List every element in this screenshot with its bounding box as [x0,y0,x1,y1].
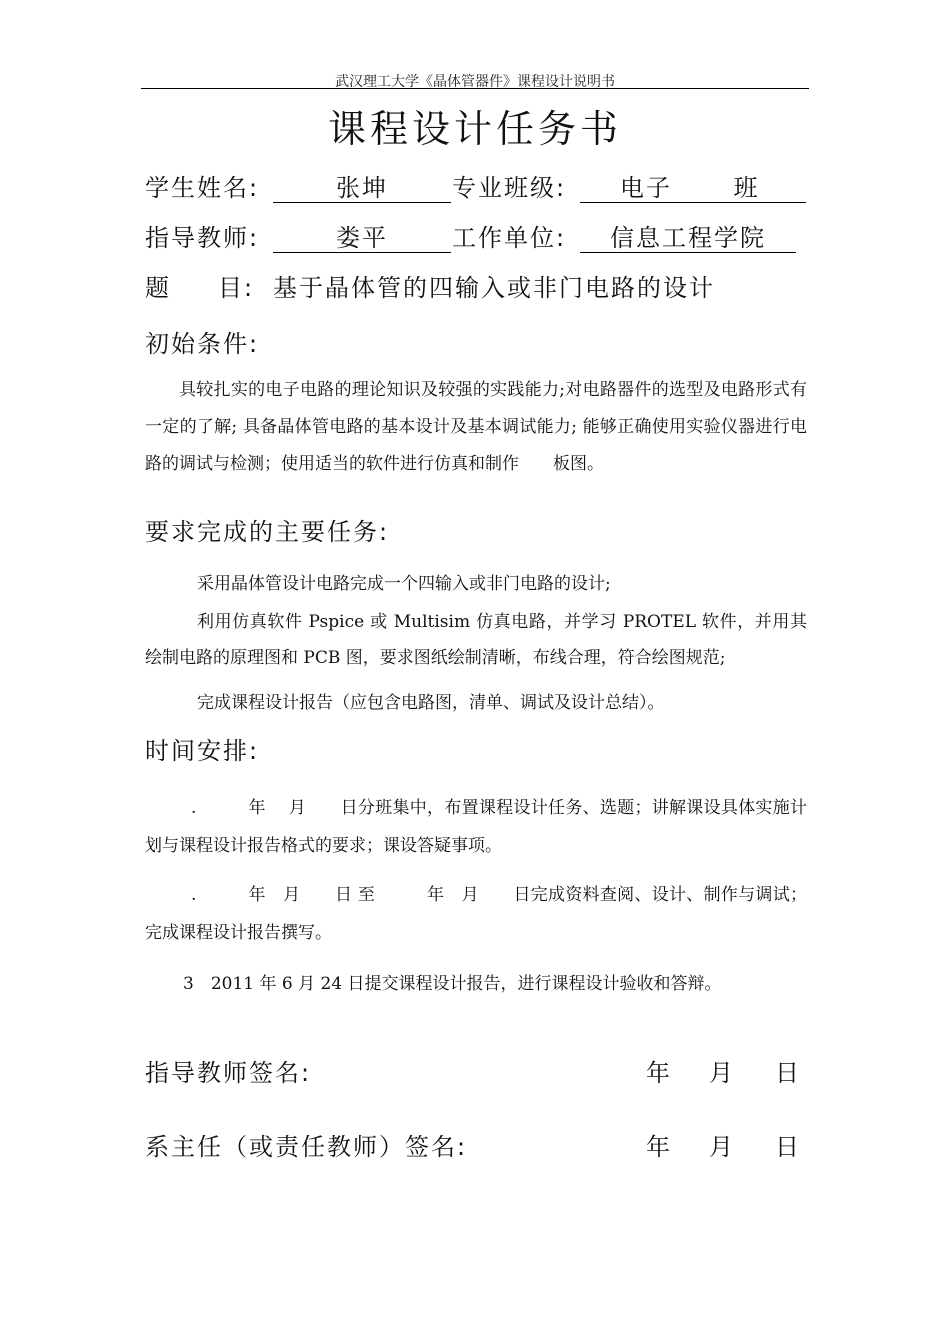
director-signature-day: 日 [775,1133,801,1161]
unit-label: 工作单位: [452,224,567,252]
schedule-item-3: 3 2011 年 6 月 24 日提交课程设计报告，进行课程设计验收和答辩。 [183,974,722,994]
unit-value: 信息工程学院 [610,224,766,252]
task-item-1: 采用晶体管设计电路完成一个四输入或非门电路的设计; [197,574,611,594]
schedule-heading: 时间安排: [145,737,260,765]
unit-underline [580,252,796,253]
major-class-label: 专业班级: [452,174,567,202]
header-rule [141,88,809,89]
director-signature-month: 月 [709,1133,735,1161]
topic-label-first: 题 [145,274,171,302]
schedule-item-2: . 年 月 日 至 年 月 日完成资料查阅、设计、制作与调试；完成课程设计报告撰写。 [145,885,807,943]
advisor-signature-month: 月 [709,1059,735,1087]
director-signature-year: 年 [646,1133,672,1161]
conditions-heading: 初始条件: [145,330,260,358]
tasks-heading: 要求完成的主要任务: [145,518,390,546]
advisor-signature-year: 年 [646,1059,672,1087]
advisor-underline [273,252,451,253]
running-header: 武汉理工大学《晶体管器件》课程设计说明书 [335,74,615,90]
major-class-value: 电子 班 [620,174,760,202]
student-name-value: 张坤 [336,174,388,202]
topic-value: 基于晶体管的四输入或非门电路的设计 [273,274,715,302]
student-name-underline [273,202,451,203]
topic-label-second: 目: [218,274,255,302]
document-title: 课程设计任务书 [327,107,622,151]
director-signature-label: 系主任（或责任教师）签名: [145,1133,468,1161]
advisor-signature-day: 日 [775,1059,801,1087]
schedule-item-1: . 年 月 日分班集中，布置课程设计任务、选题；讲解课设具体实施计划与课程设计报告格式的要求；课设答疑事项。 [145,798,807,856]
student-name-label: 学生姓名: [145,174,260,202]
advisor-label: 指导教师: [145,224,260,252]
advisor-signature-label: 指导教师签名: [145,1059,312,1087]
advisor-value: 娄平 [336,224,388,252]
conditions-text: 具较扎实的电子电路的理论知识及较强的实践能力;对电路器件的选型及电路形式有一定的了解; 具备晶体管电路的基本设计及基本调试能力; 能够正确使用实验仪器进行电路的调试与检测；使用适当的软件进行仿真和制作 板图。 [145,380,807,474]
task-item-2: 利用仿真软件 Pspice 或 Multisim 仿真电路，并学习 PROTEL 软件，并用其绘制电路的原理图和 PCB 图，要求图纸绘制清晰，布线合理，符合绘图规范; [145,612,807,668]
major-class-underline [580,202,806,203]
task-item-3: 完成课程设计报告（应包含电路图，清单、调试及设计总结）。 [197,693,665,713]
